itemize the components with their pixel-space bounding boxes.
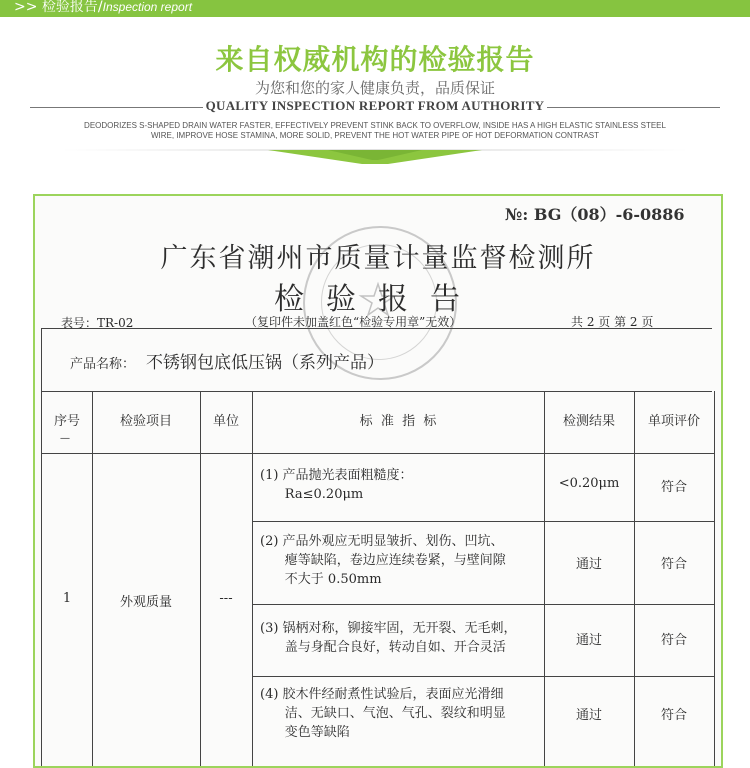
product-name: 不锈钢包底低压锅（系列产品）	[146, 353, 384, 373]
header-seq-dash: —	[60, 433, 70, 444]
criteria-cell: (3) 锅柄对称，铆接牢固，无开裂、无毛刺， 盖与身配合良好，转动自如、开合灵活	[260, 621, 517, 655]
result-cell: 通过	[575, 633, 602, 648]
banner-title	[14, 0, 192, 17]
criteria-cell: (4) 胶木件经耐煮性试验后，表面应光滑细 洁、无缺口、气泡、气孔、裂纹和明显 变色等缺陷	[260, 687, 506, 740]
banner-separator: /	[97, 0, 103, 15]
page-count: 共 2 页 第 2 页	[571, 315, 654, 329]
criteria-cell: (1) 产品抛光表面粗糙度： Ra≤0.20μm	[260, 468, 413, 502]
inspection-report-document	[35, 196, 721, 766]
english-title: QUALITY INSPECTION REPORT FROM AUTHORITY	[30, 98, 720, 114]
english-description	[80, 121, 670, 141]
header-result: 检测结果	[562, 414, 615, 429]
row-rule	[252, 676, 714, 677]
english-title-row	[30, 98, 720, 116]
criteria-cell: (2) 产品外观应无明显皱折、划伤、凹坑、 瘪等缺陷，卷边应连续卷紧，与壁间隙 不大于 0.50mm	[260, 534, 506, 587]
header-seq: 序号	[53, 414, 80, 429]
result-cell: 通过	[575, 557, 602, 572]
institution-name: 广东省潮州市质量计量监督检测所	[160, 243, 596, 274]
group-seq: 1	[62, 591, 72, 606]
header-criteria: 标 准 指 标	[359, 414, 437, 429]
report-image-frame	[33, 194, 723, 768]
row-rule	[252, 604, 714, 605]
form-number: 表号：TR-02	[61, 316, 134, 330]
english-description-line-1: DEODORIZES S-SHAPED DRAIN WATER FASTER, EFFECTIVELY PREVENT STINK BACK TO OVERFLOW, INSIDE HAS A HIGH ELASTIC STAINLESS STEEL	[84, 121, 666, 130]
copy-notice: （复印件未加盖红色“检验专用章”无效）	[245, 315, 462, 329]
banner-title-cn: 检验报告	[41, 0, 98, 15]
header-item: 检验项目	[119, 414, 172, 429]
report-table	[41, 328, 712, 768]
main-headline: 来自权威机构的检验报告	[215, 43, 535, 76]
down-arrow-icon	[268, 150, 482, 164]
header-verdict: 单项评价	[647, 414, 700, 429]
sub-headline: 为您和您的家人健康负责，品质保证	[254, 79, 495, 97]
product-label: 产品名称：	[70, 357, 136, 372]
group-unit: ---	[219, 591, 233, 606]
verdict-cell: 符合	[660, 633, 687, 648]
banner-title-en: Inspection report	[102, 0, 193, 14]
product-row	[42, 329, 712, 392]
header-rule	[42, 453, 714, 454]
banner-arrows: >>	[14, 0, 38, 15]
group-item: 外观质量	[119, 595, 172, 610]
english-description-line-2: WIRE, IMPROVE HOSE STAMINA, MORE SOLID, PREVENT THE HOT WATER PIPE OF HOT DEFORMATION CONTRAST	[150, 131, 600, 140]
top-banner-bar	[0, 0, 750, 17]
report-number: №: BG（08）-6-0886	[505, 205, 685, 224]
result-cell: 通过	[575, 708, 602, 723]
result-cell: <0.20μm	[558, 476, 620, 491]
verdict-cell: 符合	[660, 557, 687, 572]
col-divider	[714, 391, 715, 768]
verdict-cell: 符合	[660, 708, 687, 723]
row-rule	[252, 521, 714, 522]
verdict-cell: 符合	[660, 480, 687, 495]
header-unit: 单位	[212, 414, 239, 429]
report-title: 检验报告	[274, 282, 482, 317]
